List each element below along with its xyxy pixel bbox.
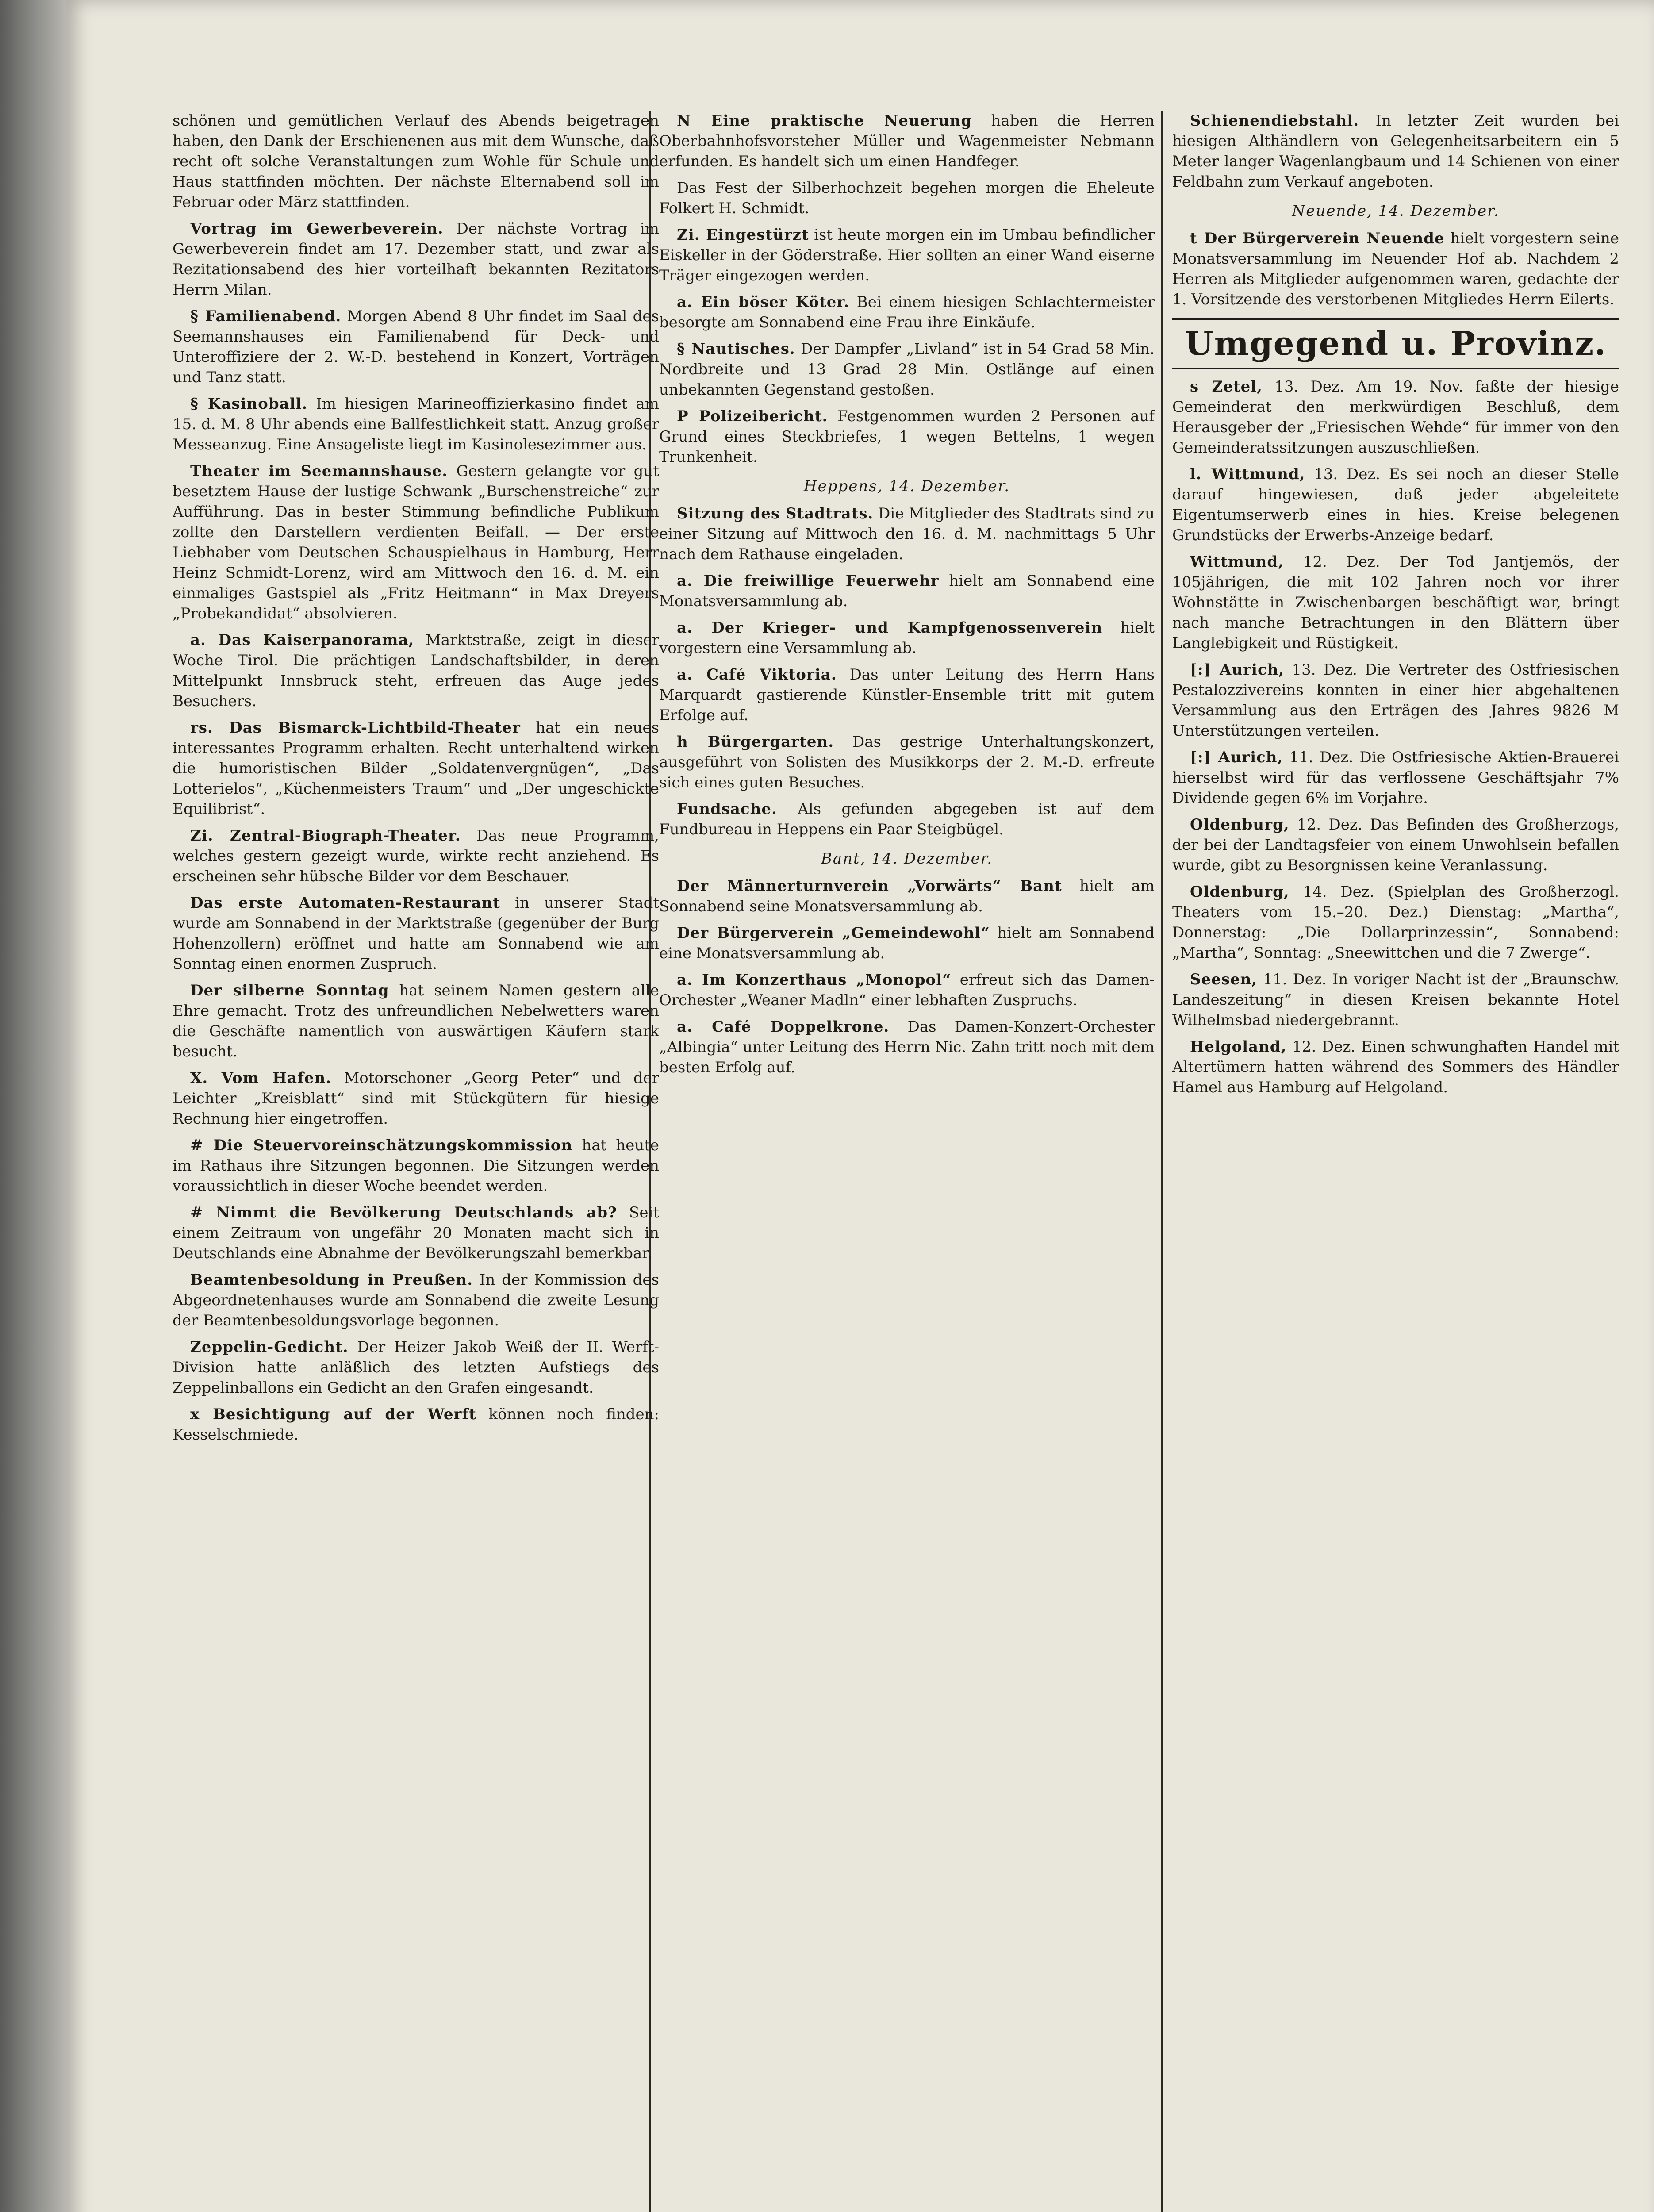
- article-headline: [:] Aurich,: [1190, 661, 1285, 679]
- article-paragraph: [1172, 376, 1619, 458]
- article-body: Der nächste Vortrag im Gewerbeverein findet am 17. Dezember statt, und zwar als Rezitationsabend des hier vorteilhaft bekannten Rezitators Herrn Milan.: [173, 220, 659, 299]
- article-headline: Schienendiebstahl.: [1190, 112, 1359, 130]
- article-body: hielt am Sonnabend eine Monatsversammlung ab.: [659, 924, 1155, 962]
- article-paragraph: [1172, 464, 1619, 545]
- article-paragraph: [659, 732, 1155, 793]
- article-paragraph: [659, 225, 1155, 286]
- article-body: Seit einem Zeitraum von ungefähr 20 Monaten macht sich in Deutschlands eine Abnahme der Bevölkerungszahl bemerkbar.: [173, 1204, 659, 1262]
- article-paragraph: [659, 406, 1155, 467]
- article-body: ist heute morgen ein im Umbau befindlicher Eiskeller in der Göderstraße. Hier sollten an einer Wand eiserne Träger eingezogen werden.: [659, 226, 1155, 284]
- article-paragraph: [173, 1404, 659, 1445]
- dateline: Neuende, 14. Dezember.: [1292, 202, 1500, 220]
- dateline: Heppens, 14. Dezember.: [803, 477, 1010, 495]
- article-paragraph: [173, 394, 659, 455]
- article-body: Der Heizer Jakob Weiß der II. Werft-Division hatte anläßlich des letzten Aufstiegs des Zeppelinballons ein Gedicht an den Grafen eingesandt.: [173, 1338, 659, 1397]
- article-headline: Seesen,: [1190, 971, 1258, 988]
- article-body: 12. Dez. Das Befinden des Großherzogs, der bei der Landtagsfeier von einem Unwohlsein befallen wurde, gibt zu Besorgnissen keine Veranlassung.: [1172, 816, 1619, 874]
- article-headline: Vortrag im Gewerbeverein.: [190, 220, 444, 238]
- article-paragraph: [173, 1270, 659, 1331]
- article-headline: Zeppelin-Gedicht.: [190, 1338, 349, 1356]
- article-headline: Der Bürgerverein „Gemeindewohl“: [677, 924, 990, 942]
- article-headline: # Die Steuervoreinschätzungskommission: [190, 1137, 573, 1154]
- article-paragraph: [1172, 969, 1619, 1030]
- article-paragraph: [1172, 747, 1619, 808]
- article-body: Der Dampfer „Livland“ ist in 54 Grad 58 Min. Nordbreite und 13 Grad 28 Min. Ostlänge auf einen unbekannten Gegenstand gestoßen.: [659, 340, 1155, 399]
- article-body: in unserer Stadt wurde am Sonnabend in der Marktstraße (gegenüber der Burg Hohenzollern) eröffnet und hatte am Sonnabend wie am Sonntag einen enormen Zuspruch.: [173, 894, 659, 973]
- article-paragraph: [173, 219, 659, 300]
- article-headline: x Besichtigung auf der Werft: [190, 1406, 476, 1423]
- article-paragraph: [173, 111, 659, 212]
- article-paragraph: [659, 799, 1155, 840]
- article-paragraph: [659, 178, 1155, 219]
- article-headline: Beamtenbesoldung in Preußen.: [190, 1271, 473, 1289]
- column-middle: [659, 111, 1155, 2212]
- book-binding: [0, 0, 66, 2212]
- article-paragraph: [1172, 660, 1619, 741]
- article-body: In der Kommission des Abgeordnetenhauses wurde am Sonnabend die zweite Lesung der Beamtenbesoldungsvorlage begonnen.: [173, 1271, 659, 1329]
- article-paragraph: [173, 1068, 659, 1129]
- article-body: 12. Dez. Einen schwunghaften Handel mit Altertümern hatten während des Sommers des Händler Hamel aus Hamburg auf Helgoland.: [1172, 1038, 1619, 1096]
- article-body: 11. Dez. Die Ostfriesische Aktien-Brauerei hierselbst wird für das verflossene Geschäftsjahr 7% Dividende gegen 6% im Vorjahre.: [1172, 749, 1619, 807]
- article-headline: § Nautisches.: [677, 340, 795, 358]
- article-headline: rs. Das Bismarck-Lichtbild-Theater: [190, 719, 521, 737]
- article-body: hat heute im Rathaus ihre Sitzungen begonnen. Die Sitzungen werden voraussichtlich in dieser Woche beendet werden.: [173, 1137, 659, 1195]
- article-body: Das gestrige Unterhaltungskonzert, ausgeführt von Solisten des Musikkorps der 2. M.-D. erfreute sich eines guten Besuches.: [659, 733, 1155, 791]
- dateline: Bant, 14. Dezember.: [821, 850, 993, 868]
- article-paragraph: [659, 618, 1155, 658]
- article-paragraph: [659, 1017, 1155, 1078]
- article-headline: [:] Aurich,: [1190, 749, 1283, 766]
- article-body: hielt am Sonnabend eine Monatsversammlung ab.: [659, 572, 1155, 610]
- article-paragraph: [659, 664, 1155, 726]
- column-left: [173, 111, 659, 2212]
- article-paragraph: [659, 876, 1155, 917]
- article-headline: Helgoland,: [1190, 1038, 1287, 1056]
- article-body: 13. Dez. Am 19. Nov. faßte der hiesige Gemeinderat den merkwürdigen Beschluß, dem Herausgeber der „Friesischen Wehde“ für immer von den Gemeinderatssitzungen auszuschließen.: [1172, 378, 1619, 457]
- article-headline: Das erste Automaten-Restaurant: [190, 894, 500, 912]
- article-paragraph: [173, 826, 659, 887]
- article-body: Gestern gelangte vor gut besetztem Hause der lustige Schwank „Burschenstreiche“ zur Aufführung. Das in bester Stimmung befindliche Publikum zollte den Darstellern verdienten Beifall. — Der erste Liebhaber vom Deutschen Schauspielhaus in Hamburg, Herr Heinz Schmidt-Lorenz, wird am Mittwoch den 16. d. M. ein einmaliges Gastspiel als „Fritz Heitmann“ in Max Dreyers „Probekandidat“ absolvieren.: [173, 462, 659, 622]
- article-paragraph: [1172, 111, 1619, 192]
- article-paragraph: [173, 893, 659, 974]
- article-headline: a. Das Kaiserpanorama,: [190, 631, 414, 649]
- article-body: Das Damen-Konzert-Orchester „Albingia“ unter Leitung des Herrn Nic. Zahn tritt noch mit dem besten Erfolg auf.: [659, 1018, 1155, 1076]
- article-body: Als gefunden abgegeben ist auf dem Fundbureau in Heppens ein Paar Steigbügel.: [659, 800, 1155, 838]
- article-headline: a. Ein böser Köter.: [677, 293, 850, 311]
- article-paragraph: [659, 923, 1155, 964]
- section-heading: Umgegend u. Provinz.: [1172, 318, 1619, 369]
- article-headline: P Polizeibericht.: [677, 407, 828, 425]
- article-body: Das Fest der Silberhochzeit begehen morgen die Eheleute Folkert H. Schmidt.: [659, 179, 1155, 217]
- article-headline: Theater im Seemannshause.: [190, 462, 448, 480]
- article-body: 13. Dez. Die Vertreter des Ostfriesischen Pestalozzivereins konnten in einer hier abgehaltenen Versammlung aus den Erträgen des Jahres 9826 M Unterstützungen verteilen.: [1172, 661, 1619, 740]
- article-headline: Oldenburg,: [1190, 883, 1289, 901]
- article-body: schönen und gemütlichen Verlauf des Abends beigetragen haben, den Dank der Erschienenen aus mit dem Wunsche, daß recht oft solche Veranstaltungen zum Wohle für Schule und Haus stattfinden möchten. Der nächste Elternabend soll im Februar oder März stattfinden.: [173, 112, 659, 211]
- article-body: hat seinem Namen gestern alle Ehre gemacht. Trotz des unfreundlichen Nebelwetters waren die Geschäfte namentlich von auswärtigen Käufern stark besucht.: [173, 982, 659, 1060]
- article-body: können noch finden: Kesselschmiede.: [173, 1406, 659, 1444]
- article-body: Bei einem hiesigen Schlachtermeister besorgte am Sonnabend eine Frau ihre Einkäufe.: [659, 293, 1155, 331]
- article-headline: a. Der Krieger- und Kampfgenossenverein: [677, 619, 1103, 637]
- article-body: hat ein neues interessantes Programm erhalten. Recht unterhaltend wirken die humoristischen Bilder „Soldatenvergnügen“, „Das Lotterielos“, „Küchenmeisters Traum“ und „Der ungeschickte Equilibrist“.: [173, 719, 659, 818]
- article-paragraph: [173, 1202, 659, 1263]
- article-paragraph: [173, 630, 659, 711]
- article-body: 13. Dez. Es sei noch an dieser Stelle darauf hingewiesen, daß jeder abgeleitete Eigentumserwerb eines in hies. Kreise belegenen Grundstücks der Erwerbs-Anzeige bedarf.: [1172, 465, 1619, 544]
- article-paragraph: [173, 980, 659, 1062]
- article-paragraph: [173, 461, 659, 624]
- article-body: In letzter Zeit wurden bei hiesigen Althändlern von Gelegenheitsarbeitern ein 5 Meter langer Wagenlangbaum und 14 Schienen von einer Feldbahn zum Verkauf angeboten.: [1172, 112, 1619, 191]
- article-headline: § Familienabend.: [190, 307, 342, 325]
- article-paragraph: [1172, 1037, 1619, 1098]
- article-body: Die Mitglieder des Stadtrats sind zu einer Sitzung auf Mittwoch den 16. d. M. nachmittags 5 Uhr nach dem Rathause eingeladen.: [659, 505, 1155, 563]
- article-headline: Sitzung des Stadtrats.: [677, 505, 874, 522]
- article-headline: t Der Bürgerverein Neuende: [1190, 230, 1445, 247]
- column-rule: [1161, 111, 1163, 2212]
- article-headline: Zi. Zentral-Biograph-Theater.: [190, 827, 461, 845]
- article-paragraph: [659, 111, 1155, 172]
- article-headline: § Kasinoball.: [190, 395, 308, 413]
- article-headline: a. Die freiwillige Feuerwehr: [677, 572, 939, 590]
- article-headline: Der Männerturnverein „Vorwärts“ Bant: [677, 877, 1062, 895]
- article-headline: Fundsache.: [677, 800, 777, 818]
- article-paragraph: [659, 339, 1155, 400]
- article-paragraph: [1172, 814, 1619, 876]
- article-body: Festgenommen wurden 2 Personen auf Grund eines Steckbriefes, 1 wegen Bettelns, 1 wegen Trunkenheit.: [659, 407, 1155, 466]
- article-paragraph: [659, 571, 1155, 611]
- article-paragraph: [1172, 882, 1619, 963]
- article-paragraph: [173, 1337, 659, 1398]
- article-body: 12. Dez. Der Tod Jantjemös, der 105jährigen, die mit 102 Jahren noch vor ihrer Wohnstätte in Zwischenbargen beschäftigt war, bringt nach manche Betrachtungen in den Blättern über Langlebigkeit und Rüstigkeit.: [1172, 553, 1619, 652]
- article-body: Im hiesigen Marineoffizierkasino findet am 15. d. M. 8 Uhr abends eine Ballfestlichkeit statt. Anzug großer Messeanzug. Eine Ansageliste liegt im Kasinolesezimmer aus.: [173, 395, 659, 453]
- article-body: Morgen Abend 8 Uhr findet im Saal des Seemannshauses ein Familienabend für Deck- und Unteroffiziere der 2. W.-D. bestehend in Konzert, Vorträgen und Tanz statt.: [173, 307, 659, 386]
- article-headline: Zi. Eingestürzt: [677, 226, 809, 244]
- article-headline: N Eine praktische Neuerung: [677, 112, 972, 130]
- article-headline: a. Im Konzerthaus „Monopol“: [677, 971, 952, 989]
- article-body: 11. Dez. In voriger Nacht ist der „Braunschw. Landeszeitung“ in diesen Kreisen bekannte Hotel Wilhelmsbad niedergebrannt.: [1172, 971, 1619, 1029]
- article-paragraph: [659, 292, 1155, 333]
- article-headline: X. Vom Hafen.: [190, 1069, 332, 1087]
- article-paragraph: [173, 1135, 659, 1196]
- article-paragraph: [659, 503, 1155, 565]
- article-body: hielt vorgestern seine Monatsversammlung im Neuender Hof ab. Nachdem 2 Herren als Mitglieder aufgenommen waren, gedachte der 1. Vorsitzende des verstorbenen Mitgliedes Herrn Eilerts.: [1172, 230, 1619, 308]
- article-paragraph: [173, 306, 659, 388]
- article-body: Das neue Programm, welches gestern gezeigt wurde, wirkte recht anziehend. Es erscheinen sehr hübsche Bilder vor dem Beschauer.: [173, 827, 659, 885]
- article-body: hielt am Sonnabend seine Monatsversammlung ab.: [659, 877, 1155, 915]
- article-body: Motorschoner „Georg Peter“ und der Leichter „Kreisblatt“ sind mit Stückgütern für hiesige Rechnung hier eingetroffen.: [173, 1069, 659, 1128]
- article-body: hielt vorgestern eine Versammlung ab.: [659, 619, 1155, 657]
- article-headline: h Bürgergarten.: [677, 733, 834, 751]
- article-paragraph: [1172, 228, 1619, 310]
- article-body: haben die Herren Oberbahnhofsvorsteher Müller und Wagenmeister Nebmann erfunden. Es handelt sich um einen Handfeger.: [659, 112, 1155, 170]
- article-body: Marktstraße, zeigt in dieser Woche Tirol. Die prächtigen Landschaftsbilder, in deren Mittelpunkt Innsbruck steht, erfreuen das Auge jedes Besuchers.: [173, 631, 659, 710]
- article-headline: Oldenburg,: [1190, 816, 1289, 833]
- article-paragraph: [659, 970, 1155, 1010]
- article-headline: a. Café Viktoria.: [677, 666, 837, 684]
- article-body: 14. Dez. (Spielplan des Großherzogl. Theaters vom 15.–20. Dez.) Dienstag: „Martha“, Donnerstag: „Die Dollarprinzessin“, Sonnabend: „Martha“, Sonntag: „Sneewittchen und die 7 Zwerge“.: [1172, 883, 1619, 962]
- article-headline: # Nimmt die Bevölkerung Deutschlands ab?: [190, 1204, 618, 1221]
- column-right: [1172, 111, 1619, 2212]
- article-headline: l. Wittmund,: [1190, 465, 1305, 483]
- article-paragraph: [173, 718, 659, 819]
- article-body: erfreut sich das Damen-Orchester „Weaner Madln“ einer lebhaften Zuspruchs.: [659, 971, 1155, 1009]
- article-headline: Wittmund,: [1190, 553, 1284, 571]
- article-headline: Der silberne Sonntag: [190, 982, 389, 999]
- article-headline: a. Café Doppelkrone.: [677, 1018, 890, 1036]
- article-headline: s Zetel,: [1190, 378, 1263, 396]
- article-paragraph: [1172, 552, 1619, 653]
- article-body: Das unter Leitung des Herrn Hans Marquardt gastierende Künstler-Ensemble tritt mit gutem Erfolge auf.: [659, 666, 1155, 724]
